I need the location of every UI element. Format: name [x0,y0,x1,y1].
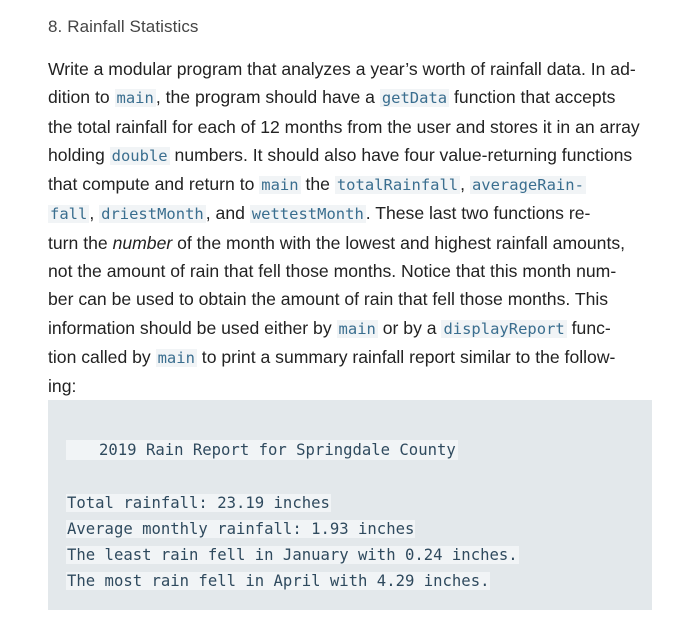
paragraph-line [48,229,668,257]
report-heading: 2019 Rain Report for Springdale County [66,440,458,460]
text-run: the total rainfall for each of 12 months from the user and stores it in an array [48,116,640,137]
report-least-row [66,545,519,565]
paragraph-line [48,55,668,83]
text-run: , [89,203,100,224]
paragraph-line [48,199,668,228]
paragraph-line [48,343,668,372]
report-heading-row [66,440,458,460]
emphasis-number: number [112,232,173,253]
report-total-row [66,493,331,513]
report-average-row [66,519,415,539]
text-run: of the month with the lowest and highest rainfall amounts, [172,232,626,253]
report-most-row [66,571,490,591]
text-run: to print a summary rainfall report similar to the follow- [196,346,616,367]
code-wettestmonth: wettestMonth [251,205,364,224]
code-totalrainfall: totalRainfall [336,176,459,195]
text-run: turn the [48,232,113,253]
paragraph-line [48,372,668,400]
text-run: the [300,174,335,195]
text-run: tion called by [48,346,156,367]
text-run: information should be used either by [48,317,337,338]
text-run: Write a modular program that analyzes a year’s worth of rainfall data. In ad- [48,59,636,79]
text-run: function that accepts [449,87,616,108]
text-run: that compute and return to [48,174,260,195]
code-main: main [157,348,195,367]
text-run: holding [48,144,110,165]
text-run: not the amount of rain that fell those months. Notice that this month num- [48,261,617,282]
sample-output-block [48,400,652,610]
code-displayreport: displayReport [443,319,565,338]
paragraph-line [48,83,668,112]
code-driestmonth: driestMonth [101,205,204,224]
text-run: ing: [48,376,77,397]
text-run: . These last two functions re- [365,203,591,224]
code-averagerainfall-part1: averageRain- [471,176,584,195]
report-average: Average monthly rainfall: 1.93 inches [67,520,415,538]
paragraph-line [48,113,668,141]
text-run: or by a [377,317,442,338]
text-run: , and [205,203,250,224]
report-most: The most rain fell in April with 4.29 inches. [67,572,490,590]
section-title: 8. Rainfall Statistics [48,17,199,36]
text-run: numbers. It should also have four value-returning functions [169,144,633,165]
text-run: dition to [48,87,115,108]
paragraph-line [48,257,668,285]
exercise-paragraph [48,55,668,401]
text-run: func- [566,317,611,338]
text-run: , the program should have a [155,87,380,108]
code-averagerainfall-part2: fall [50,205,88,224]
paragraph-line [48,141,668,170]
text-run: , [460,174,470,195]
paragraph-line [48,285,668,313]
text-run: ber can be used to obtain the amount of rain that fell those months. This [48,289,609,310]
report-least: The least rain fell in January with 0.24 inches. [67,546,518,564]
code-main: main [261,176,299,195]
code-main: main [116,89,154,108]
code-main: main [338,319,376,338]
paragraph-line [48,314,668,343]
paragraph-line [48,170,668,199]
report-total: Total rainfall: 23.19 inches [67,494,330,512]
code-getdata: getData [381,89,448,108]
code-double: double [111,146,168,165]
